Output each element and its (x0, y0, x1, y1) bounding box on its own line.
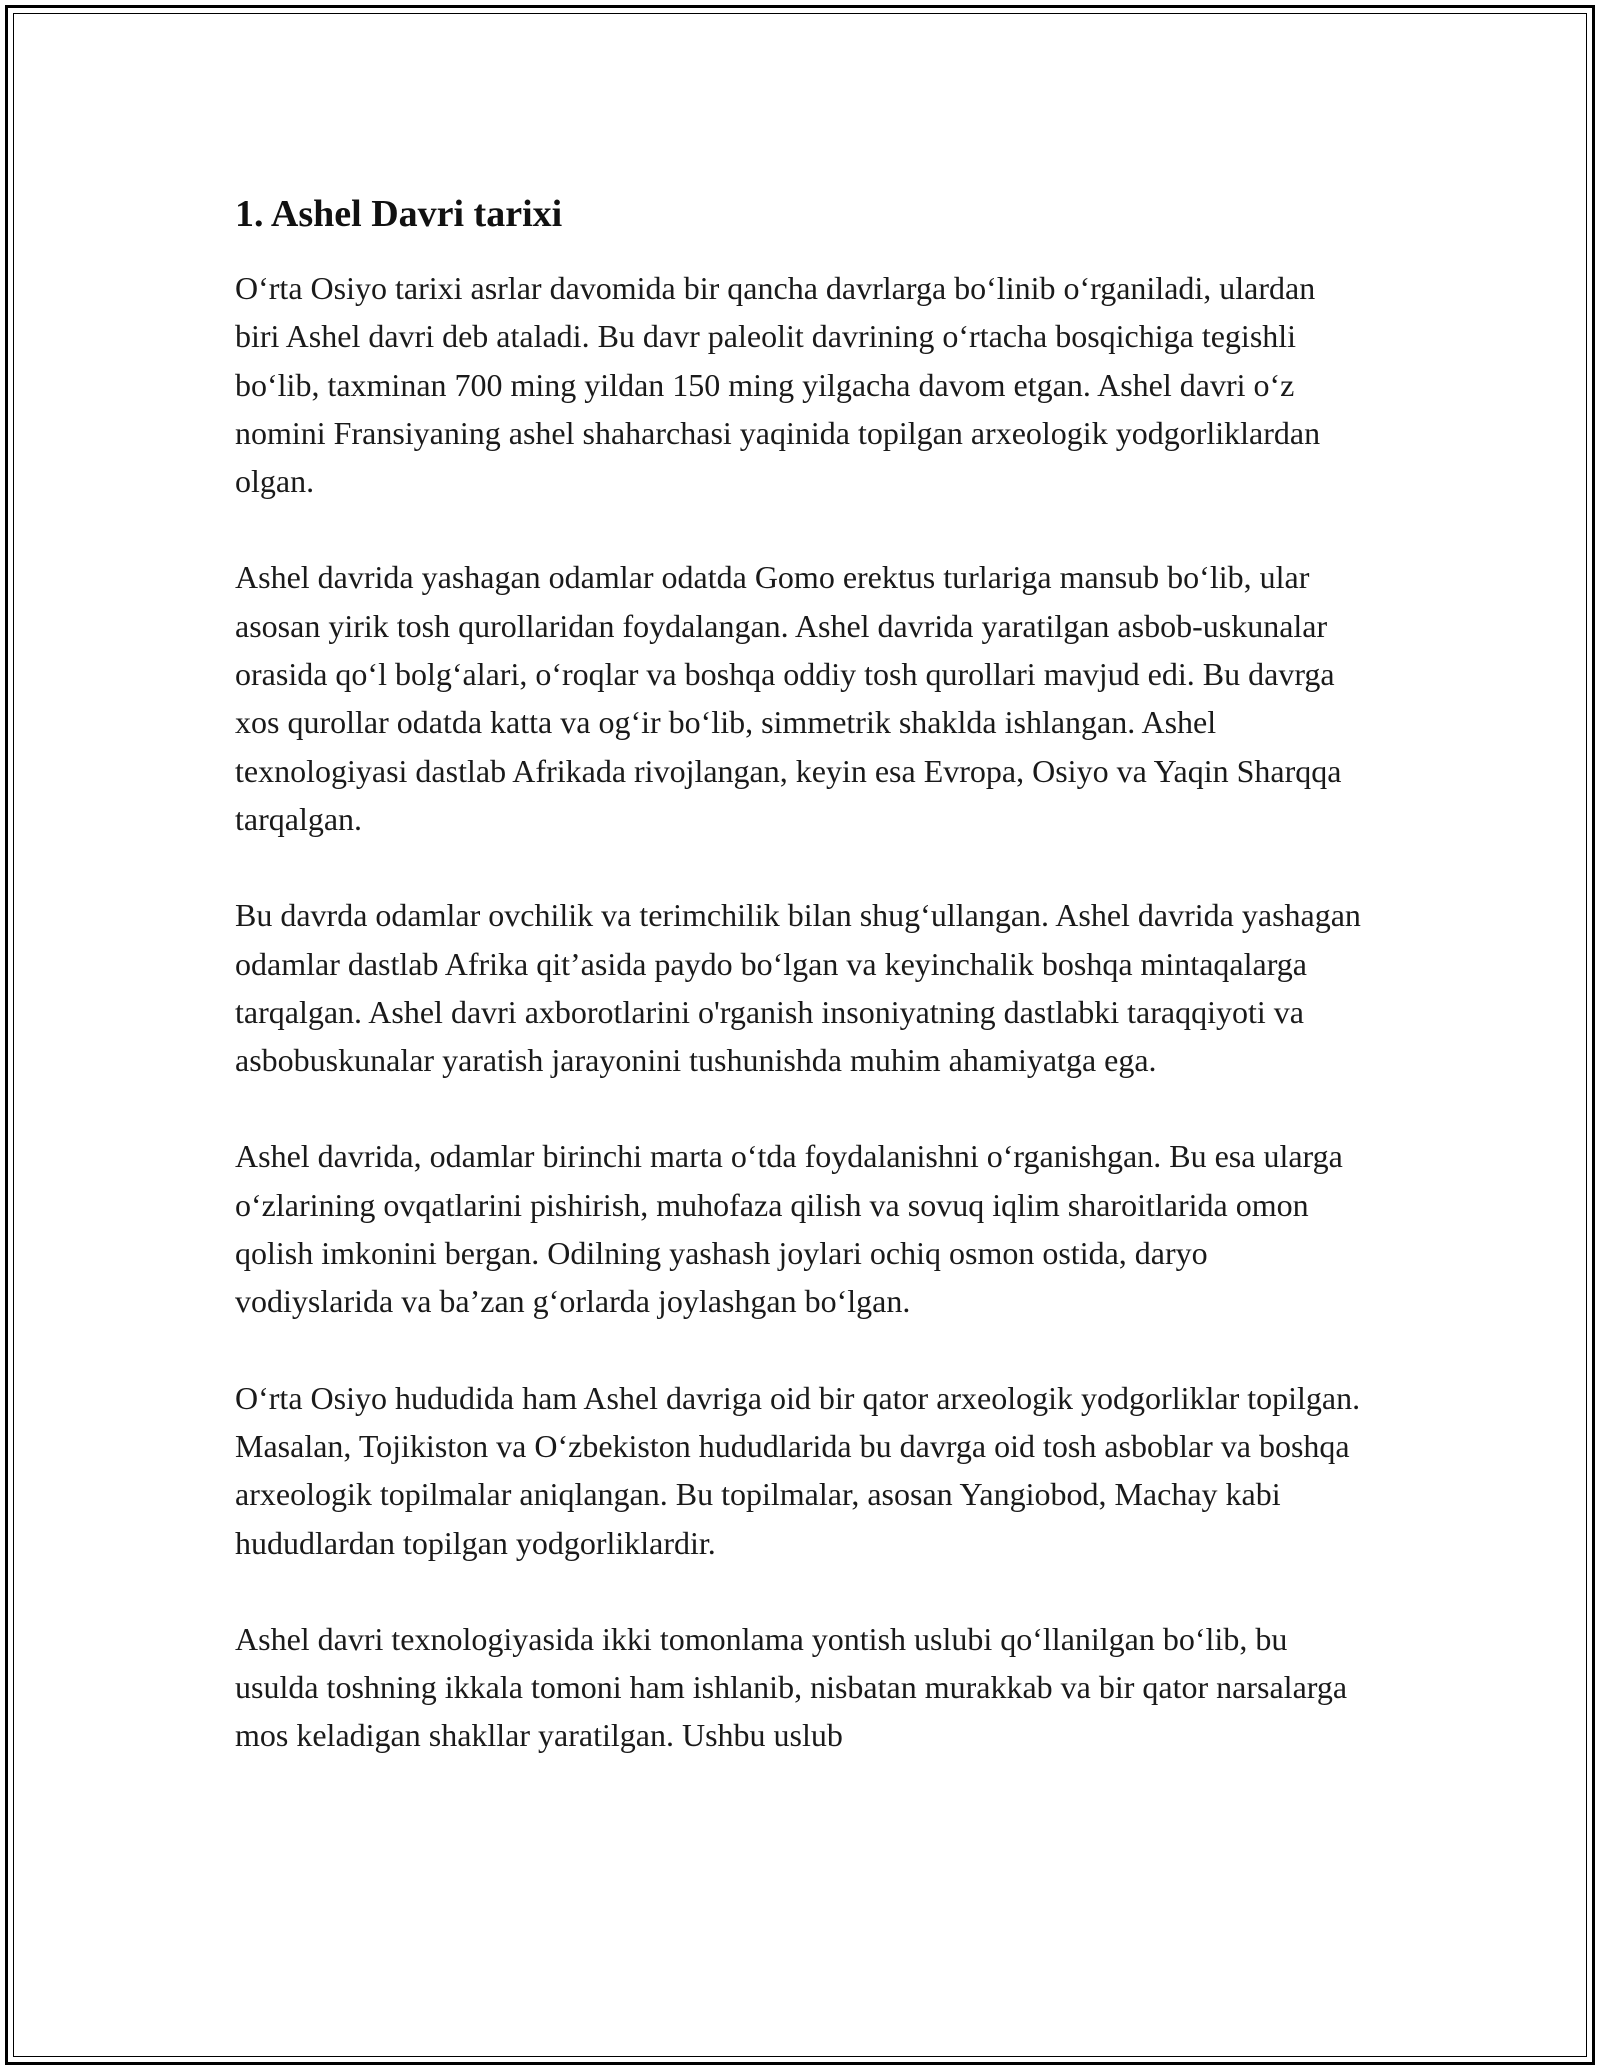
paragraph-6: Ashel davri texnologiyasida ikki tomonlama yontish uslubi qo‘llanilgan bo‘lib, bu usulda toshning ikkala tomoni ham ishlanib, nisbatan murakkab va bir qator narsalarga mos keladigan shakllar yaratilgan. Ushbu uslub (235, 1620, 1348, 1754)
document-body (235, 188, 1365, 1808)
paragraph-3: Bu davrda odamlar ovchilik va terimchilik bilan shug‘ullangan. Ashel davrida yashagan odamlar dastlab Afrika qit’asida paydo bo‘lgan va keyinchalik boshqa mintaqalarga tarqalgan. Ashel davri axborotlarini o'rganish insoniyatning dastlabki taraqqiyoti va asbobuskunalar yaratish jarayonini tushunishda muhim ahamiyatga ega. (235, 897, 1361, 1079)
paragraph-1: O‘rta Osiyo tarixi asrlar davomida bir qancha davrlarga bo‘linib o‘rganiladi, ulardan biri Ashel davri deb ataladi. Bu davr paleolit davrining o‘rtacha bosqichiga tegishli bo‘lib, taxminan 700 ming yildan 150 ming yilgacha davom etgan. Ashel davri o‘z nomini Fransiyaning ashel shaharchasi yaqinida topilgan arxeologik yodgorliklardan olgan. (235, 270, 1321, 500)
paragraph-4: Ashel davrida, odamlar birinchi marta o‘tda foydalanishni o‘rganishgan. Bu esa ularga o‘zlarining ovqatlarini pishirish, muhofaza qilish va sovuq iqlim sharoitlarida omon qolish imkonini bergan. Odilning yashash joylari ochiq osmon ostida, daryo vodiyslarida va ba’zan g‘orlarda joylashgan bo‘lgan. (235, 1138, 1343, 1320)
paragraph-2: Ashel davrida yashagan odamlar odatda Gomo erektus turlariga mansub bo‘lib, ular asosan yirik tosh qurollaridan foydalangan. Ashel davrida yaratilgan asbob-uskunalar orasida qo‘l bolg‘alari, o‘roqlar va boshqa oddiy tosh qurollari mavjud edi. Bu davrga xos qurollar odatda katta va og‘ir bo‘lib, simmetrik shaklda ishlangan. Ashel texnologiyasi dastlab Afrikada rivojlangan, keyin esa Evropa, Osiyo va Yaqin Sharqqa tarqalgan. (235, 559, 1342, 837)
paragraph-5: O‘rta Osiyo hududida ham Ashel davriga oid bir qator arxeologik yodgorliklar topilgan. Masalan, Tojikiston va O‘zbekiston hududlarida bu davrga oid tosh asboblar va boshqa arxeologik topilmalar aniqlangan. Bu topilmalar, asosan Yangiobod, Machay kabi hududlardan topilgan yodgorliklardir. (235, 1379, 1361, 1561)
section-heading: 1. Ashel Davri tarixi (235, 193, 563, 235)
